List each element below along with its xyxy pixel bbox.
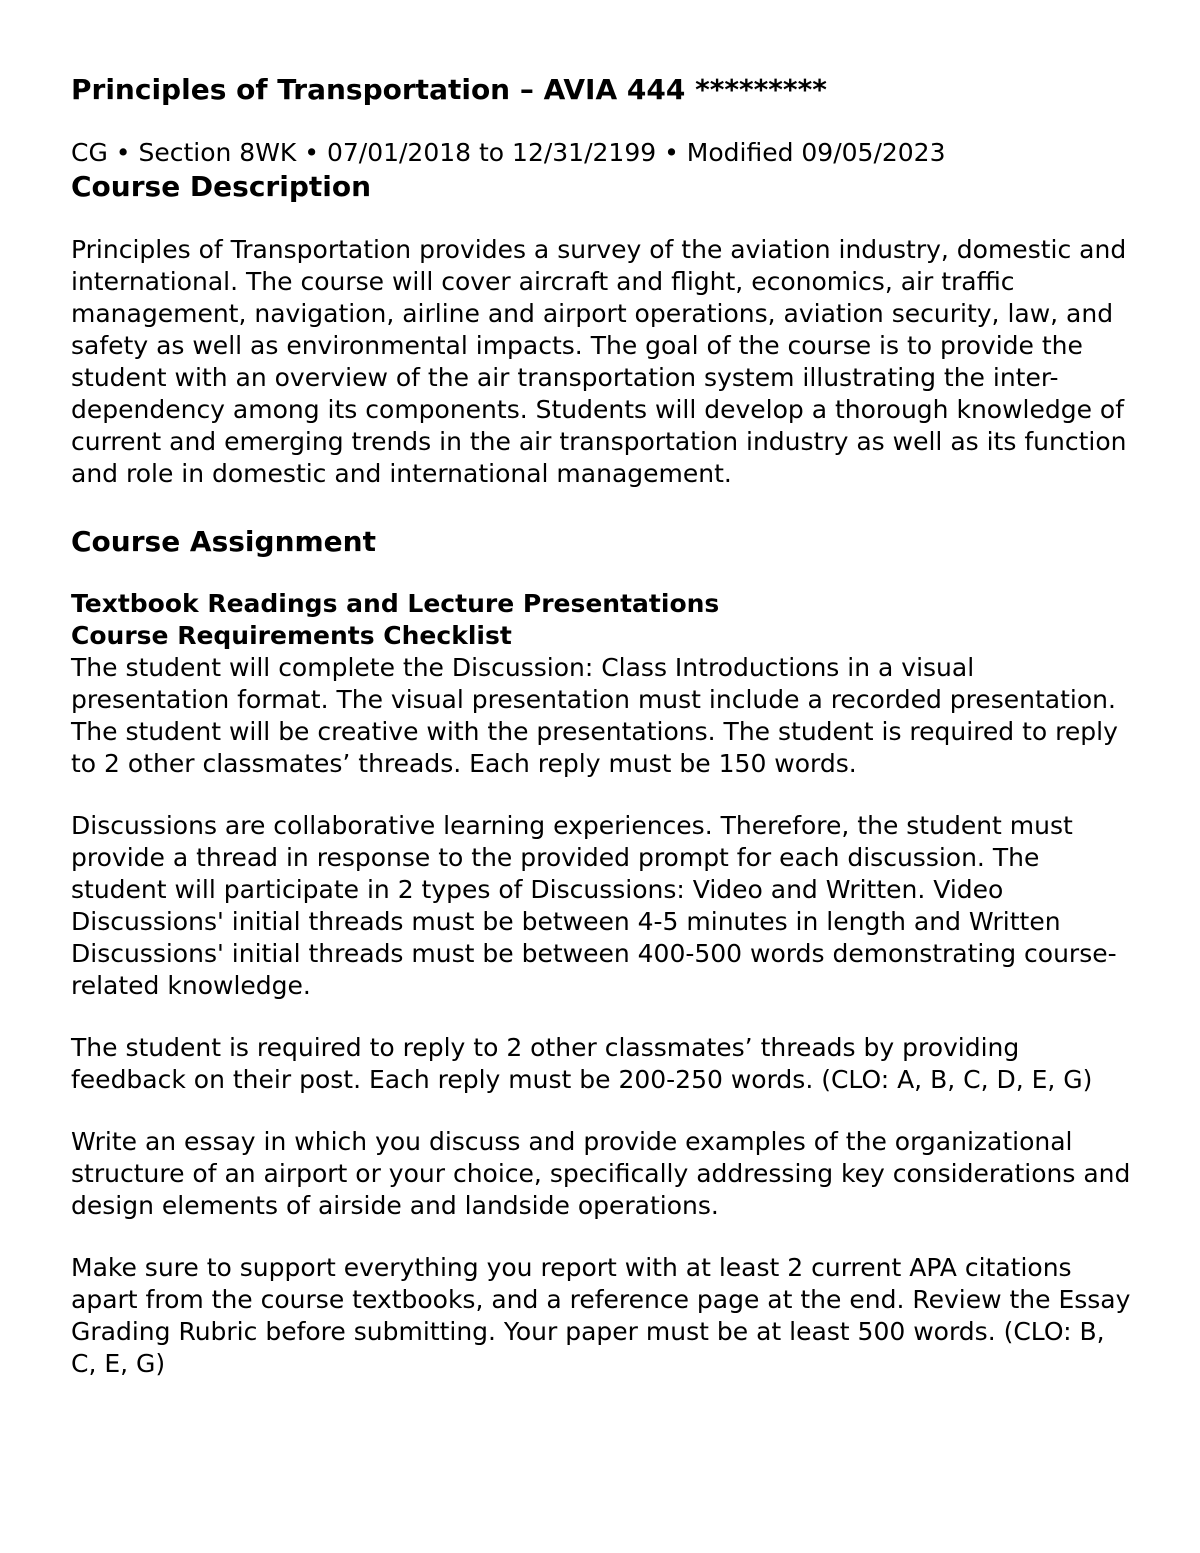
assignment-paragraph: The student will complete the Discussion: Class Introductions in a visual presentation format. The visual presentation must include a recorded presentation. The student will be creative with the presentations. The student is required to reply to 2 other classmates’ threads. Each reply must be 150 words. — [71, 653, 1118, 778]
course-assignment-heading: Course Assignment — [71, 525, 376, 558]
assignment-paragraph: Make sure to support everything you report with at least 2 current APA citations apart from the course textbooks, and a reference page at the end. Review the Essay Grading Rubric before submitting. Your paper must be at least 500 words. (CLO: B, C, E, G) — [71, 1253, 1131, 1378]
assignment-paragraph: Write an essay in which you discuss and provide examples of the organizational structure of an airport or your choice, specifically addressing key considerations and design elements of airside and landside operations. — [71, 1127, 1131, 1220]
course-description-heading: Course Description — [71, 170, 372, 203]
assignment-paragraph: Discussions are collaborative learning experiences. Therefore, the student must provide a thread in response to the provided prompt for each discussion. The student will participate in 2 types of Discussions: Video and Written. Video Discussions' initial threads must be between 4-5 minutes in length and Written Discussions' initial threads must be between 400-500 words demonstrating course-related knowledge. — [71, 811, 1117, 1000]
document-title: Principles of Transportation – AVIA 444 ********* — [71, 73, 827, 106]
textbook-readings-subheading: Textbook Readings and Lecture Presentations — [71, 589, 720, 618]
requirements-checklist-subheading: Course Requirements Checklist — [71, 621, 512, 650]
document-page — [71, 70, 1131, 1380]
course-meta-line: CG • Section 8WK • 07/01/2018 to 12/31/2199 • Modified 09/05/2023 — [71, 138, 946, 167]
assignment-paragraph: The student is required to reply to 2 other classmates’ threads by providing feedback on their post. Each reply must be 200-250 words. (CLO: A, B, C, D, E, G) — [71, 1033, 1093, 1094]
course-description-text: Principles of Transportation provides a survey of the aviation industry, domestic and international. The course will cover aircraft and flight, economics, air traffic management, navigation, airline and airport operations, aviation security, law, and safety as well as environmental impacts. The goal of the course is to provide the student with an overview of the air transportation system illustrating the inter-dependency among its components. Students will develop a thorough knowledge of current and emerging trends in the air transportation industry as well as its function and role in domestic and international management. — [71, 235, 1127, 488]
